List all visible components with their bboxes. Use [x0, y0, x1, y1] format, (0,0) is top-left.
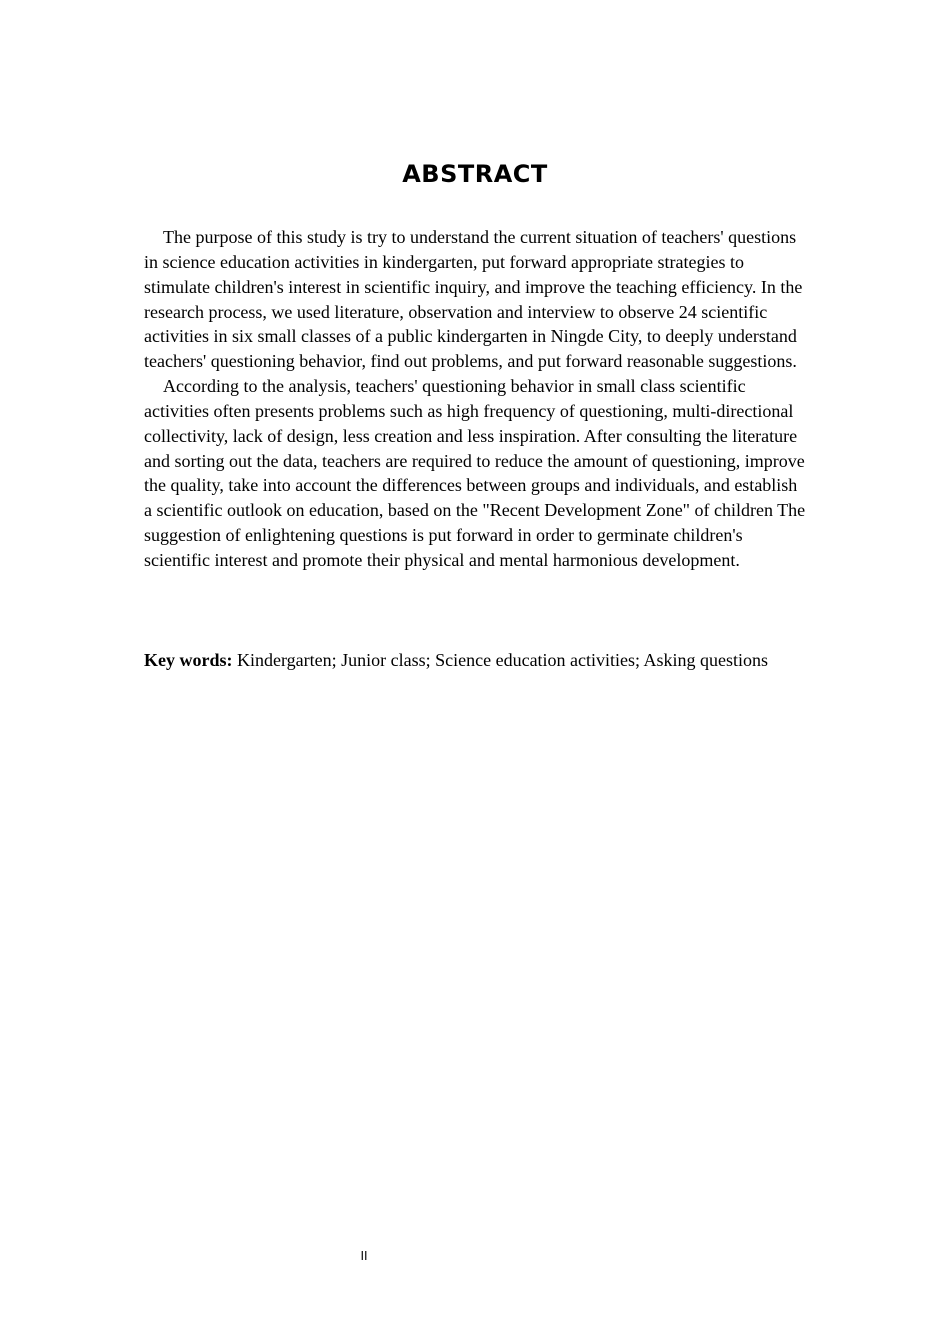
- keywords-label: Key words:: [144, 650, 233, 670]
- keywords-text: Kindergarten; Junior class; Science education activities; Asking questions: [237, 650, 769, 670]
- abstract-body: [144, 225, 808, 573]
- abstract-paragraph-2: According to the analysis, teachers' questioning behavior in small class scientific activities often presents problems such as high frequency of questioning, multi-directional collectivity, lack of design, less creation and less inspiration. After consulting the literature and sorting out the data, teachers are required to reduce the amount of questioning, improve the quality, take into account the differences between groups and individuals, and establish a scientific outlook on education, based on the "Recent Development Zone" of children The suggestion of enlightening questions is put forward in order to germinate children's scientific interest and promote their physical and mental harmonious development.: [144, 376, 806, 570]
- abstract-paragraph-1: The purpose of this study is try to understand the current situation of teachers' questions in science education activities in kindergarten, put forward appropriate strategies to stimulate children's interest in scientific inquiry, and improve the teaching efficiency. In the research process, we used literature, observation and interview to observe 24 scientific activities in six small classes of a public kindergarten in Ningde City, to deeply understand teachers' questioning behavior, find out problems, and put forward reasonable suggestions.: [144, 227, 803, 372]
- page-title: ABSTRACT: [402, 160, 548, 188]
- keywords-line: [144, 648, 808, 673]
- page-number: II: [360, 1249, 368, 1263]
